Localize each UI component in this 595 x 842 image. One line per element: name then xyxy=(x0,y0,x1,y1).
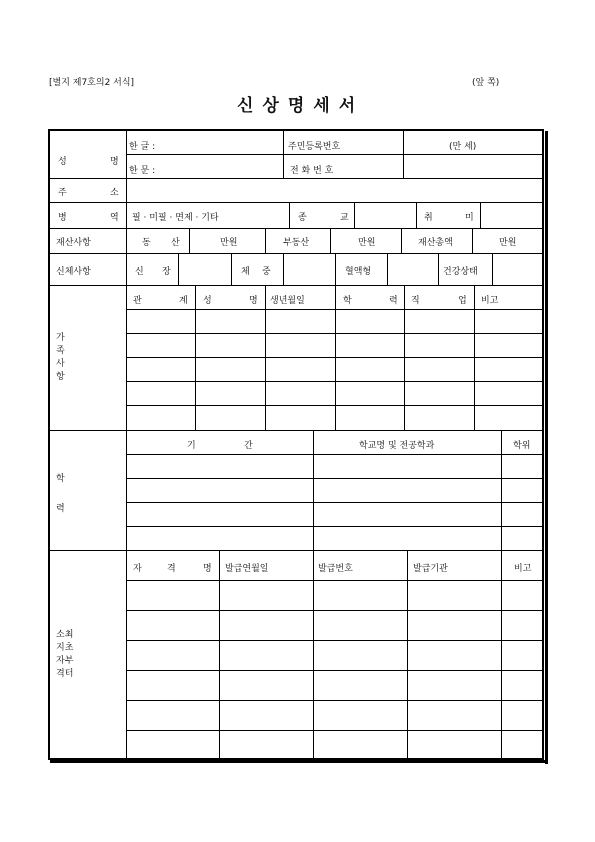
family-label: 가 족 사 항 xyxy=(56,333,65,382)
age-label: (만 세) xyxy=(449,142,477,152)
education-label-b: 력 xyxy=(56,504,65,514)
weight-label-a: 체 xyxy=(241,267,250,277)
form-frame xyxy=(48,129,544,760)
name-label-a: 성 xyxy=(58,157,67,167)
rrn-label: 주민등록번호 xyxy=(288,142,341,152)
health-label: 건강상태 xyxy=(443,267,478,277)
height-label-b: 장 xyxy=(162,267,171,277)
korean-name-label: 한 글 : xyxy=(129,142,156,152)
education-label-a: 학 xyxy=(56,474,65,484)
licenses-label: 소최 지초 자부 격터 xyxy=(56,630,74,679)
name-label-b: 명 xyxy=(110,157,119,167)
weight-label-b: 중 xyxy=(262,267,271,277)
family-col-note: 비고 xyxy=(481,296,499,306)
family-col-name-a: 성 xyxy=(203,296,212,306)
blood-type-label: 혈액형 xyxy=(345,267,372,277)
address-label-b: 소 xyxy=(110,188,119,198)
page-side-label: (앞 쪽) xyxy=(472,78,500,88)
religion-label-a: 종 xyxy=(298,213,307,223)
edu-col-period-a: 기 xyxy=(187,441,196,451)
edu-col-school: 학교명 및 전공학과 xyxy=(359,441,435,451)
hobby-label-b: 미 xyxy=(465,213,474,223)
edu-col-degree: 학위 xyxy=(513,441,531,451)
movable-label-b: 산 xyxy=(171,238,180,248)
license-col-issuer: 발급기관 xyxy=(413,564,448,574)
military-options: 필 · 미필 · 면제 · 기타 xyxy=(132,213,219,223)
license-col-name-b: 격 xyxy=(167,564,176,574)
edu-col-period-b: 간 xyxy=(244,441,253,451)
unit-label-1: 만원 xyxy=(220,238,238,248)
family-col-job-a: 직 xyxy=(411,296,420,306)
family-col-name-b: 명 xyxy=(249,296,258,306)
movable-label-a: 동 xyxy=(142,238,151,248)
family-col-edu-a: 학 xyxy=(343,296,352,306)
military-label-b: 역 xyxy=(110,213,119,223)
total-assets-label: 재산총액 xyxy=(418,238,453,248)
family-col-relation-b: 계 xyxy=(179,296,188,306)
family-col-relation-a: 관 xyxy=(133,296,142,306)
hanja-name-label: 한 문 : xyxy=(129,166,156,176)
military-label-a: 병 xyxy=(58,213,67,223)
unit-label-3: 만원 xyxy=(499,238,517,248)
license-col-date: 발급연월일 xyxy=(225,564,269,574)
assets-label: 재산사항 xyxy=(56,238,91,248)
unit-label-2: 만원 xyxy=(358,238,376,248)
family-col-birth: 생년월일 xyxy=(270,296,305,306)
family-col-edu-b: 력 xyxy=(389,296,398,306)
license-col-name-c: 명 xyxy=(203,564,212,574)
realestate-label: 부동산 xyxy=(283,238,310,248)
family-col-job-b: 업 xyxy=(458,296,467,306)
license-col-name-a: 자 xyxy=(133,564,142,574)
religion-label-b: 교 xyxy=(340,213,349,223)
form-reference: [별지 제7호의2 서식] xyxy=(49,78,135,88)
address-label-a: 주 xyxy=(58,188,67,198)
hobby-label-a: 취 xyxy=(424,213,433,223)
body-info-label: 신체사항 xyxy=(56,267,91,277)
license-col-note: 비고 xyxy=(514,564,532,574)
phone-label: 전 화 번 호 xyxy=(290,166,334,176)
license-col-number: 발급번호 xyxy=(318,564,353,574)
height-label-a: 신 xyxy=(135,267,144,277)
page-title: 신상명세서 xyxy=(237,96,365,116)
